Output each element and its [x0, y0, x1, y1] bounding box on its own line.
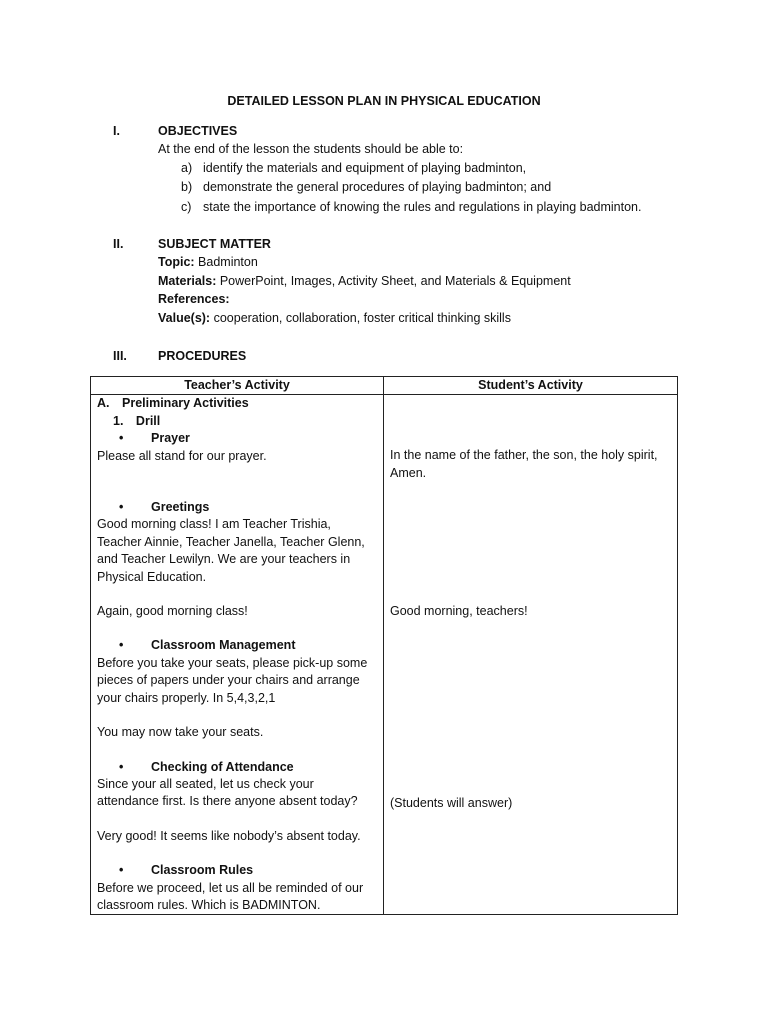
section-number-subject-matter: II. [113, 237, 124, 251]
attendance-student-text: (Students will answer) [390, 796, 513, 811]
classroom-rules-heading-text: Classroom Rules [151, 863, 254, 878]
references-line [158, 292, 230, 306]
header-teacher-activity: Teacher’s Activity [91, 377, 384, 395]
materials-label: Materials: [158, 274, 217, 288]
prayer-heading [97, 430, 377, 447]
section-heading-objectives: OBJECTIVES [158, 124, 238, 138]
values-label: Value(s): [158, 311, 211, 325]
greetings-heading [97, 499, 377, 516]
section-heading-subject-matter: SUBJECT MATTER [158, 237, 271, 251]
greetings-teacher-text: Good morning class! I am Teacher Trishia, Teacher Ainnie, Teacher Janella, Teacher Glenn, and Teacher Lewilyn. We are your teachers in Physical Education. [97, 517, 365, 584]
values-line [158, 311, 511, 325]
topic-value: Badminton [194, 255, 258, 269]
objectives-intro: At the end of the lesson the students should be able to: [158, 142, 464, 156]
procedures-table [90, 376, 678, 915]
section-number-objectives: I. [113, 124, 120, 138]
drill-heading: 1. Drill [113, 413, 161, 428]
attendance-teacher-text: Since your all seated, let us check your attendance first. Is there anyone absent today? [97, 776, 358, 809]
table-header-row [91, 377, 678, 395]
attendance-heading [97, 759, 377, 776]
materials-value: PowerPoint, Images, Activity Sheet, and Materials & Equipment [216, 274, 571, 288]
bullet-icon: • [119, 638, 124, 653]
teacher-activity-cell [91, 395, 384, 915]
bullet-icon: • [119, 863, 124, 878]
objective-item-c: state the importance of knowing the rules and regulations in playing badminton. [203, 200, 642, 214]
preliminary-activities-heading: A. Preliminary Activities [97, 396, 249, 411]
values-value: cooperation, collaboration, foster critical thinking skills [210, 311, 511, 325]
greetings-teacher-text-2: Again, good morning class! [97, 604, 248, 619]
management-teacher-text-2: You may now take your seats. [97, 725, 264, 740]
objective-item-b: demonstrate the general procedures of playing badminton; and [203, 180, 552, 194]
management-teacher-text: Before you take your seats, please pick-up some pieces of papers under your chairs and arrange your chairs properly. In 5,4,3,2,1 [97, 655, 368, 705]
classroom-management-heading [97, 637, 377, 654]
student-activity-cell [384, 395, 678, 915]
header-student-activity: Student’s Activity [384, 377, 678, 395]
objective-letter-a: a) [181, 161, 193, 175]
greetings-heading-text: Greetings [151, 500, 210, 515]
prayer-teacher-text: Please all stand for our prayer. [97, 448, 267, 463]
bullet-icon: • [119, 431, 124, 446]
bullet-icon: • [119, 500, 124, 515]
bullet-icon: • [119, 759, 124, 774]
rules-teacher-text: Before we proceed, let us all be reminded of our classroom rules. Which is BADMINTON. [97, 880, 364, 912]
table-body-row [91, 395, 678, 915]
section-number-procedures: III. [113, 349, 127, 363]
references-label: References: [158, 292, 230, 306]
prayer-student-text: In the name of the father, the son, the holy spirit, Amen. [390, 448, 658, 480]
topic-label: Topic: [158, 255, 195, 269]
topic-line [158, 255, 258, 269]
classroom-rules-heading [97, 862, 377, 879]
section-heading-procedures: PROCEDURES [158, 349, 247, 363]
greetings-student-text: Good morning, teachers! [390, 604, 528, 619]
objective-item-a: identify the materials and equipment of playing badminton, [203, 161, 527, 175]
document-title: DETAILED LESSON PLAN IN PHYSICAL EDUCATION [227, 94, 541, 108]
attendance-heading-text: Checking of Attendance [151, 759, 294, 774]
objective-letter-b: b) [181, 180, 193, 194]
prayer-heading-text: Prayer [151, 431, 190, 446]
attendance-teacher-text-2: Very good! It seems like nobody’s absent today. [97, 828, 361, 843]
classroom-management-heading-text: Classroom Management [151, 638, 296, 653]
objective-letter-c: c) [181, 200, 192, 214]
materials-line [158, 274, 571, 288]
